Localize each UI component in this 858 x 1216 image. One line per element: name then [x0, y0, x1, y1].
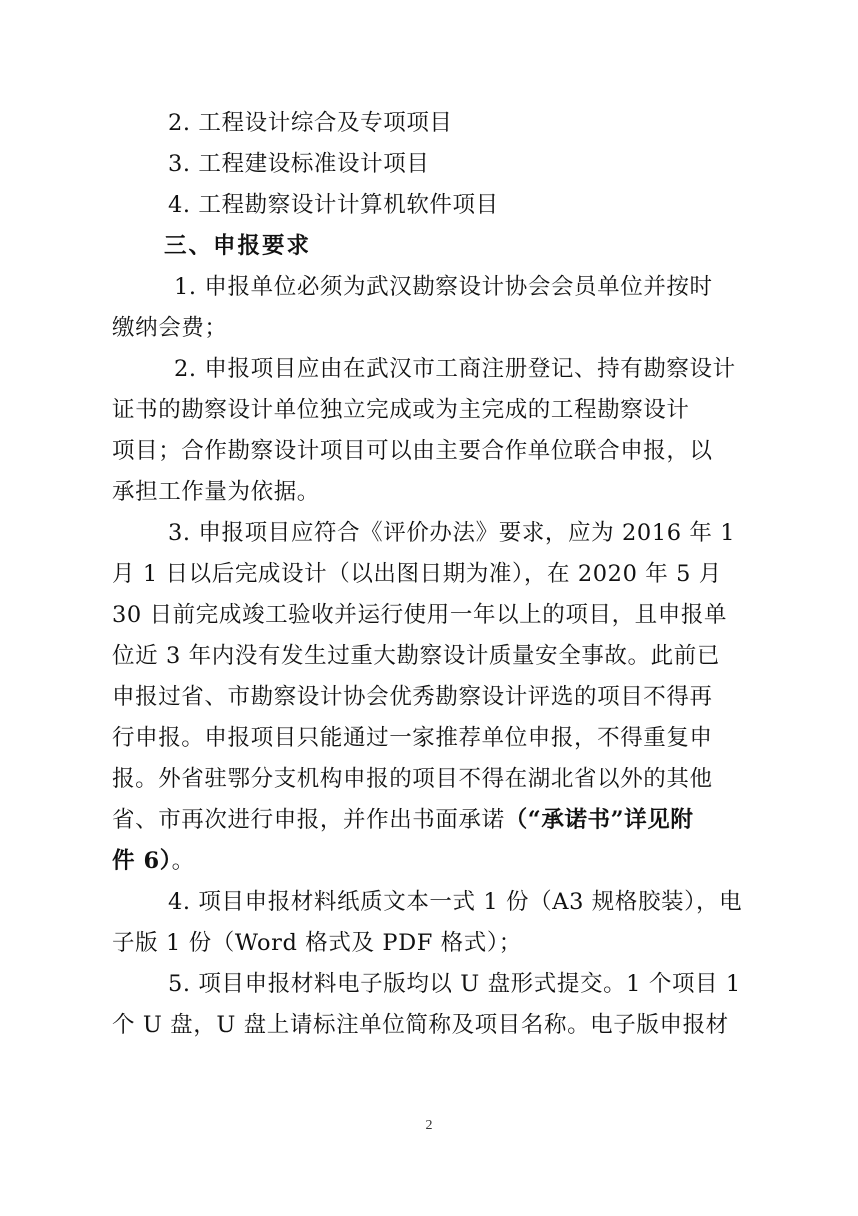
paragraph-line: 报。外省驻鄂分支机构申报的项目不得在湖北省以外的其他: [112, 766, 713, 792]
list-item: 4. 工程勘察设计计算机软件项目: [168, 192, 499, 218]
paragraph-line: 缴纳会费；: [112, 315, 228, 341]
section-heading: 三、申报要求: [164, 233, 312, 259]
paragraph-line: 行申报。申报项目只能通过一家推荐单位申报，不得重复申: [112, 725, 713, 751]
commitment-note: 件 6）: [112, 848, 172, 874]
paragraph-line: 承担工作量为依据。: [112, 479, 320, 505]
list-item: 2. 工程设计综合及专项项目: [168, 110, 453, 136]
paragraph-line: 证书的勘察设计单位独立完成或为主完成的工程勘察设计: [112, 397, 690, 423]
paragraph-line: 项目；合作勘察设计项目可以由主要合作单位联合申报，以: [112, 438, 713, 464]
commitment-note: （“承诺书”详见附: [504, 807, 694, 833]
paragraph-line: 申报过省、市勘察设计协会优秀勘察设计评选的项目不得再: [112, 684, 713, 710]
paragraph-line: 月 1 日以后完成设计（以出图日期为准），在 2020 年 5 月: [112, 561, 722, 587]
list-item: 3. 工程建设标准设计项目: [168, 151, 430, 177]
paragraph-text: 省、市再次进行申报，并作出书面承诺: [112, 807, 505, 833]
document-body: [112, 103, 742, 1046]
page-number: 2: [425, 1118, 433, 1133]
paragraph-line: 1. 申报单位必须为武汉勘察设计协会会员单位并按时: [174, 274, 713, 300]
paragraph-line: 子版 1 份（Word 格式及 PDF 格式）；: [112, 930, 522, 956]
paragraph-line: 2. 申报项目应由在武汉市工商注册登记、持有勘察设计: [174, 356, 736, 382]
paragraph-line: 30 日前完成竣工验收并运行使用一年以上的项目，且申报单: [112, 602, 728, 628]
paragraph-line: 位近 3 年内没有发生过重大勘察设计质量安全事故。此前已: [112, 643, 720, 669]
paragraph-line: [112, 841, 742, 882]
paragraph-line: 个 U 盘，U 盘上请标注单位简称及项目名称。电子版申报材: [112, 1012, 729, 1038]
paragraph-line: 3. 申报项目应符合《评价办法》要求，应为 2016 年 1: [168, 520, 736, 546]
paragraph-line: [112, 800, 742, 841]
paragraph-text: 。: [171, 848, 195, 874]
paragraph-line: 4. 项目申报材料纸质文本一式 1 份（A3 规格胶装），电: [168, 889, 743, 915]
paragraph-line: 5. 项目申报材料电子版均以 U 盘形式提交。1 个项目 1: [168, 971, 741, 997]
